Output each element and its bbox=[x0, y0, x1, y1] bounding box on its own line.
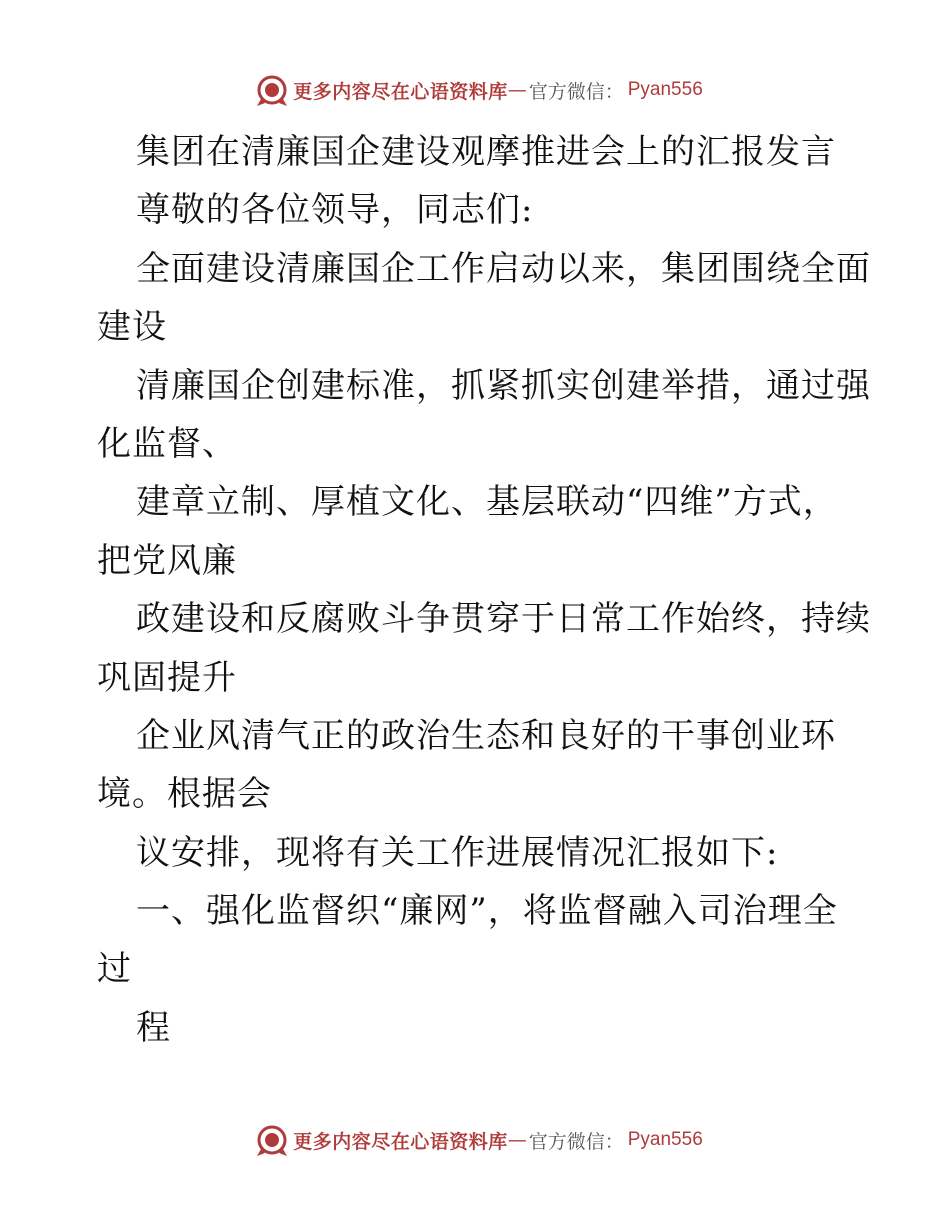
ribbon-seal-icon bbox=[255, 1123, 289, 1157]
footer-watermark bbox=[0, 1120, 950, 1160]
salutation: 尊敬的各位领导，同志们: bbox=[136, 190, 534, 231]
watermark-wechat-label: 官方微信： bbox=[528, 1130, 624, 1153]
watermark-wechat-id: Pyan556 bbox=[627, 79, 703, 100]
header-watermark bbox=[0, 70, 950, 110]
watermark-brand: 更多内容尽在心语资料库 bbox=[293, 80, 508, 103]
document-body bbox=[97, 123, 871, 1057]
paragraph-line: 政建设和反腐败斗争贯穿于日常工作始终，持续 bbox=[136, 599, 871, 640]
section-heading: 一、强化监督织“廉网”，将监督融入司治理全 bbox=[136, 891, 838, 932]
watermark-dash: — bbox=[507, 79, 527, 101]
watermark-dash: — bbox=[507, 1129, 527, 1151]
paragraph-line: 企业风清气正的政治生态和良好的干事创业环 bbox=[136, 715, 836, 756]
watermark-brand: 更多内容尽在心语资料库 bbox=[293, 1130, 508, 1153]
section-heading-continued: 程 bbox=[136, 1007, 171, 1048]
paragraph-line: 把党风廉 bbox=[97, 540, 237, 581]
paragraph-line: 全面建设清廉国企工作启动以来，集团围绕全面 bbox=[136, 248, 871, 289]
paragraph-line: 境。根据会 bbox=[97, 774, 272, 815]
paragraph-line: 清廉国企创建标准，抓紧抓实创建举措，通过强 bbox=[136, 365, 871, 406]
watermark-wechat-id: Pyan556 bbox=[627, 1129, 703, 1150]
paragraph-line: 建章立制、厚植文化、基层联动“四维”方式， bbox=[136, 482, 838, 523]
watermark-wechat-label: 官方微信： bbox=[528, 80, 624, 103]
document-title: 集团在清廉国企建设观摩推进会上的汇报发言 bbox=[136, 132, 836, 172]
ribbon-seal-icon bbox=[255, 73, 289, 107]
paragraph-line: 建设 bbox=[97, 307, 167, 348]
paragraph-line: 化监督、 bbox=[97, 423, 237, 464]
section-heading-continued: 过 bbox=[97, 949, 132, 990]
paragraph-line: 议安排，现将有关工作进展情况汇报如下: bbox=[136, 832, 779, 873]
paragraph-line: 巩固提升 bbox=[97, 657, 237, 698]
